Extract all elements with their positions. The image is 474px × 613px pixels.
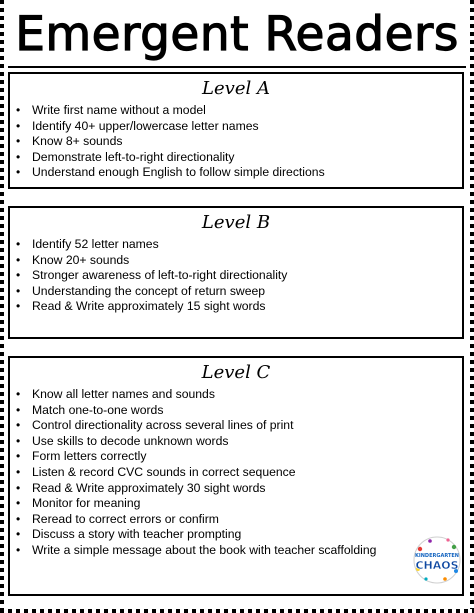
logo-text-top: KINDERGARTEN xyxy=(415,553,459,559)
title-divider xyxy=(8,66,466,68)
list-item: • Understand enough English to follow simple directions xyxy=(16,165,325,180)
bullet-icon: • xyxy=(16,464,21,479)
list-item: • Identify 52 letter names xyxy=(16,237,159,251)
bullet-icon: • xyxy=(16,527,21,542)
list-item: • Form letters correctly xyxy=(16,449,147,464)
list-item: • Understanding the concept of return sweep xyxy=(16,283,266,298)
level-b-box xyxy=(8,206,464,339)
level-a-box xyxy=(8,72,464,189)
bullet-icon: • xyxy=(16,387,21,401)
kindergarten-chaos-logo-icon xyxy=(412,535,462,585)
bullet-icon: • xyxy=(16,165,21,180)
checker-border-left xyxy=(0,0,4,613)
bullet-icon: • xyxy=(16,433,21,448)
bullet-icon: • xyxy=(16,449,21,464)
bullet-icon: • xyxy=(16,402,21,417)
level-a-list xyxy=(10,103,462,181)
page-title: Emergent Readers xyxy=(15,7,459,62)
level-c-box xyxy=(8,356,464,596)
list-item: • Identify 40+ upper/lowercase letter names xyxy=(16,118,259,133)
level-b-heading: Level B xyxy=(201,212,271,233)
bullet-icon: • xyxy=(16,418,21,433)
list-item: • Control directionality across several lines of print xyxy=(16,418,294,433)
level-c-heading: Level C xyxy=(201,362,271,383)
list-item: • Demonstrate left-to-right directionality xyxy=(16,149,235,164)
list-item: • Discuss a story with teacher prompting xyxy=(16,527,242,542)
bullet-icon: • xyxy=(16,149,21,164)
bullet-icon: • xyxy=(16,299,21,314)
bullet-icon: • xyxy=(16,103,21,117)
bullet-icon: • xyxy=(16,237,21,251)
bullet-icon: • xyxy=(16,252,21,267)
list-item: • Listen & record CVC sounds in correct sequence xyxy=(16,464,296,479)
list-item: • Monitor for meaning xyxy=(16,496,141,511)
list-item: • Read & Write approximately 30 sight words xyxy=(16,480,266,495)
list-item: • Use skills to decode unknown words xyxy=(16,433,229,448)
bullet-icon: • xyxy=(16,480,21,495)
bullet-icon: • xyxy=(16,283,21,298)
level-a-heading: Level A xyxy=(202,78,270,99)
list-item: • Know 8+ sounds xyxy=(16,134,123,149)
checker-border-bottom xyxy=(0,609,474,613)
list-item: • Reread to correct errors or confirm xyxy=(16,511,219,526)
bullet-icon: • xyxy=(16,118,21,133)
list-item: • Know all letter names and sounds xyxy=(16,387,215,401)
list-item: • Match one-to-one words xyxy=(16,402,164,417)
bullet-icon: • xyxy=(16,511,21,526)
bullet-icon: • xyxy=(16,496,21,511)
list-item: • Read & Write approximately 15 sight words xyxy=(16,299,266,314)
bullet-icon: • xyxy=(16,542,21,557)
bullet-icon: • xyxy=(16,134,21,149)
list-item: • Know 20+ sounds xyxy=(16,252,130,267)
level-c-list xyxy=(10,387,462,559)
level-b-list xyxy=(10,237,462,315)
list-item: • Write first name without a model xyxy=(16,103,206,117)
checker-border-right xyxy=(470,0,474,613)
bullet-icon: • xyxy=(16,268,21,283)
list-item: • Write a simple message about the book with teacher scaffolding xyxy=(16,542,377,557)
list-item: • Stronger awareness of left-to-right directionality xyxy=(16,268,288,283)
logo-text-main: CHAOS xyxy=(415,559,459,572)
